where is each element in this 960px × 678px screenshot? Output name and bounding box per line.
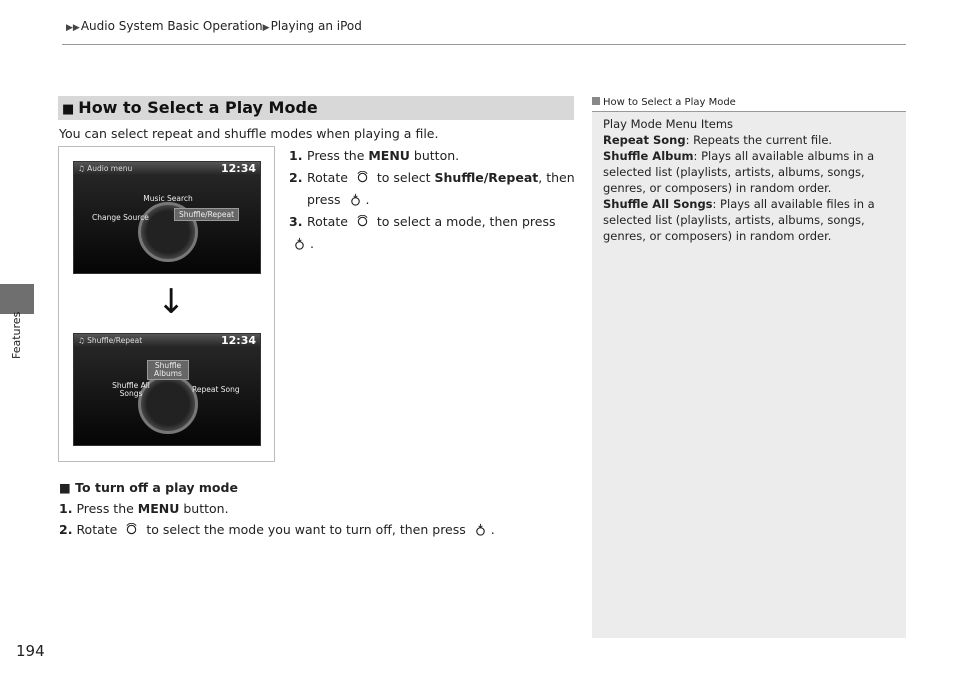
page-number: 194 [16, 642, 45, 660]
section-square-icon: ■ [59, 480, 76, 495]
section-title: How to Select a Play Mode [78, 98, 318, 117]
note-item-shuffle-album: Shuffle Album: Plays all available albums in a selected list (playlists, artists, albums, songs, genres, or composers) in random order. [603, 149, 875, 195]
screen-figure [58, 146, 275, 462]
press-dial-icon [474, 523, 487, 536]
interface-dial-icon [356, 215, 369, 228]
screen-clock: 12:34 [220, 334, 256, 347]
screen-header: ♫ Shuffle/Repeat [74, 334, 260, 348]
subsection-steps [59, 498, 495, 540]
section-square-icon: ■ [62, 102, 75, 117]
step-2: 2. Rotate to select Shuffle/Repeat, then press . [289, 170, 575, 207]
side-tab-marker [0, 284, 34, 314]
shuffle-repeat-screen [73, 333, 261, 446]
note-item-repeat-song: Repeat Song: Repeats the current file. [603, 133, 833, 147]
section-title-bar [58, 96, 574, 120]
step-1: 1. Press the MENU button. [289, 148, 460, 163]
breadcrumb-part1: Audio System Basic Operation [80, 19, 263, 33]
note-heading: Play Mode Menu Items [603, 117, 734, 131]
interface-dial-icon [125, 523, 138, 536]
breadcrumb-arrow-icon: ▶▶ [66, 23, 80, 33]
menu-item-shuffle-repeat: Shuffle/Repeat [174, 211, 239, 219]
note-body [603, 116, 899, 244]
intro-text: You can select repeat and shuffle modes when playing a file. [59, 126, 439, 141]
screen-clock: 12:34 [220, 162, 256, 175]
interface-dial-icon [356, 171, 369, 184]
note-item-shuffle-all-songs: Shuffle All Songs: Plays all available files in a selected list (playlists, artists, albums, songs, genres, or composers) in random order. [603, 197, 875, 243]
menu-item-repeat-song: Repeat Song [192, 385, 240, 394]
sub-step-1: 1. Press the MENU button. [59, 501, 229, 516]
header-divider [62, 44, 906, 45]
music-note-icon: ♫ [78, 336, 88, 345]
menu-item-change-source: Change Source [92, 213, 149, 222]
step-3: 3. Rotate to select a mode, then press . [289, 214, 556, 251]
note-title: How to Select a Play Mode [592, 96, 906, 112]
press-dial-icon [293, 237, 306, 250]
breadcrumb-arrow-icon: ▶ [262, 23, 270, 33]
menu-item-shuffle-albums: Shuffle Albums [132, 360, 204, 380]
step-list [289, 145, 579, 255]
menu-item-shuffle-all-songs: Shuffle All Songs [112, 381, 150, 398]
side-label: Features [10, 312, 23, 360]
menu-item-music-search: Music Search [143, 194, 193, 203]
music-note-icon: ♫ [78, 164, 88, 173]
note-marker-icon [592, 97, 600, 105]
screen-header: ♫ Audio menu [74, 162, 260, 176]
breadcrumb [66, 19, 362, 33]
audio-menu-screen [73, 161, 261, 274]
down-arrow-icon: ↓ [157, 282, 186, 322]
breadcrumb-part2: Playing an iPod [270, 19, 362, 33]
press-dial-icon [349, 193, 362, 206]
sub-step-2: 2. Rotate to select the mode you want to turn off, then press . [59, 522, 495, 537]
subsection-title: ■ To turn off a play mode [59, 480, 238, 495]
